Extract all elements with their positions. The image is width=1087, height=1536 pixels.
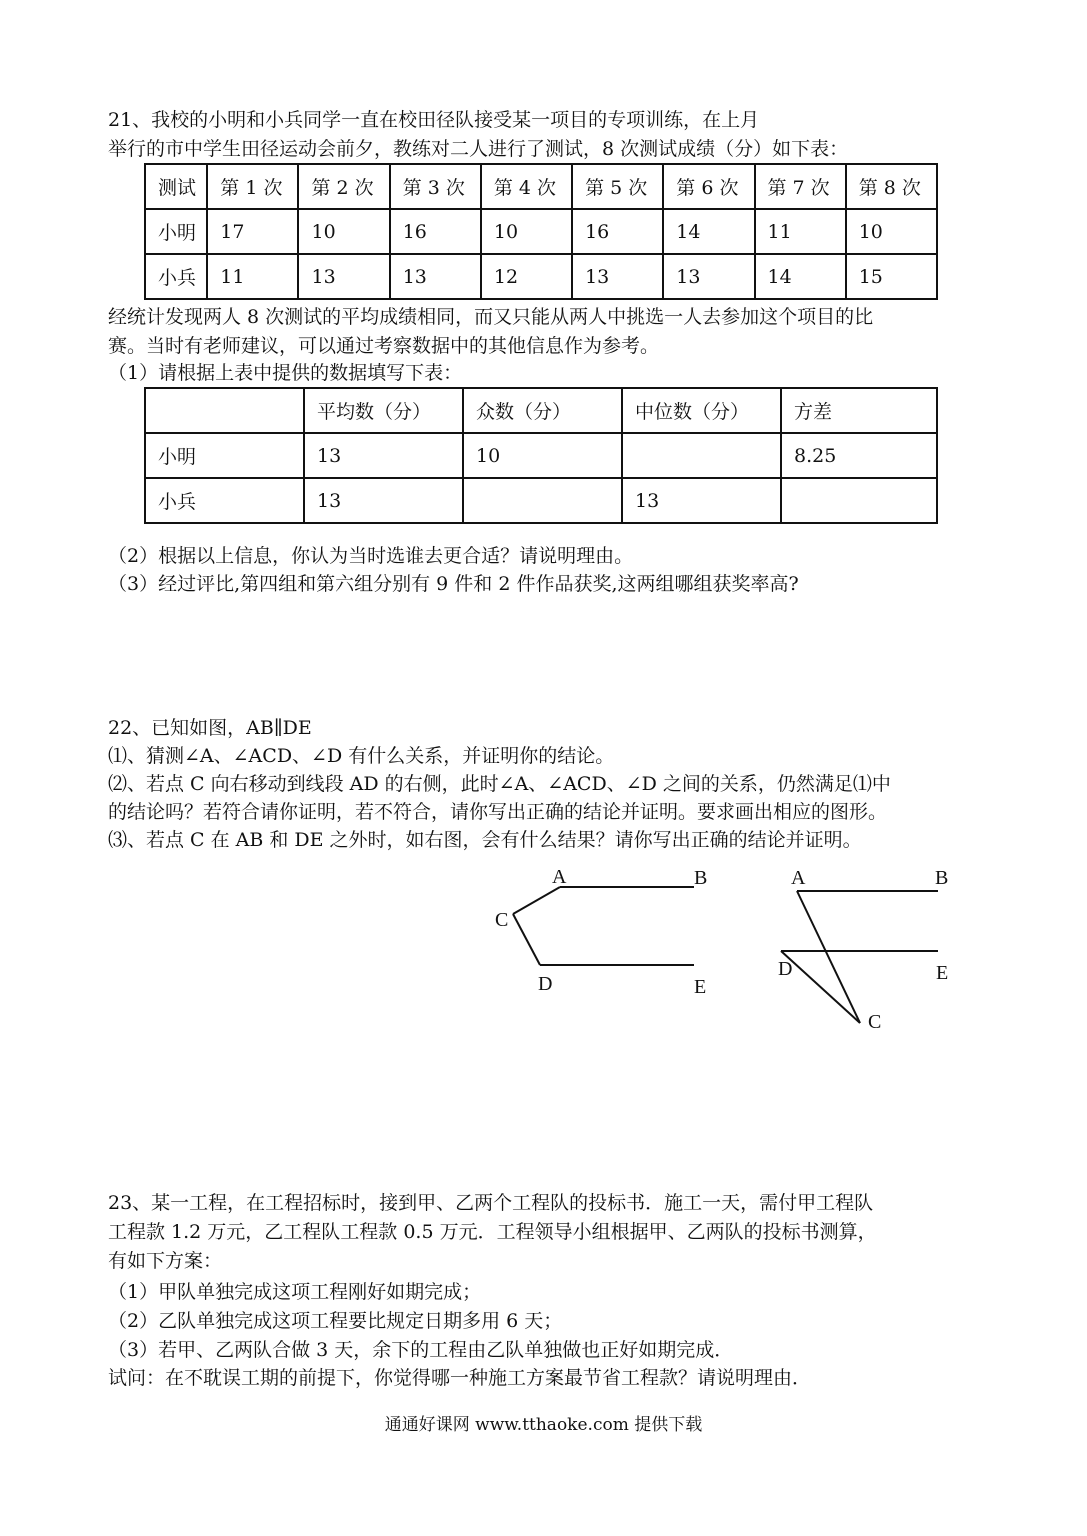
fig1-label-a: A [552,866,567,888]
fig1-label-c: C [495,909,509,931]
line-cd [513,914,540,965]
table-cell: 13 [298,254,389,299]
table-header-cell: 第 2 次 [298,164,389,209]
q22-line1: 22、已知如图，AB∥DE [108,717,312,739]
table-cell: 15 [846,254,937,299]
table-cell: 17 [207,209,298,254]
table-cell: 13 [622,478,781,523]
q21-part3: （3）经过评比,第四组和第六组分别有 9 件和 2 件作品获奖,这两组哪组获奖率高? [108,573,799,595]
q23-line2: 工程款 1.2 万元，乙工程队工程款 0.5 万元．工程领导小组根据甲、乙两队的投标书测算， [108,1221,877,1243]
table-header-cell: 方差 [781,388,937,433]
table-cell: 14 [755,254,846,299]
table-cell: 12 [481,254,572,299]
table-header-cell: 众数（分） [463,388,622,433]
table-cell: 13 [390,254,481,299]
fig2-label-a: A [791,867,806,889]
q21-part2: （2）根据以上信息，你认为当时选谁去更合适？请说明理由。 [108,545,634,567]
fig2-label-c: C [868,1011,882,1033]
table-cell: 10 [463,433,622,478]
table-header-cell: 第 3 次 [390,164,481,209]
q22-line3: ⑵、若点 C 向右移动到线段 AD 的右侧，此时∠A、∠ACD、∠D 之间的关系，仍然满足⑴中 [108,773,891,795]
line-ca [513,887,560,914]
table-cell: 10 [298,209,389,254]
table-cell: 8.25 [781,433,937,478]
q22-line5: ⑶、若点 C 在 AB 和 DE 之外时，如右图，会有什么结果？请你写出正确的结论并证明。 [108,829,862,851]
q21-line3: 经统计发现两人 8 次测试的平均成绩相同，而又只能从两人中挑选一人去参加这个项目的比 [108,306,874,328]
table-cell: 小兵 [145,254,207,299]
table-header-cell: 平均数（分） [304,388,463,433]
line-dc [781,951,860,1023]
table-cell: 14 [663,209,754,254]
table-cell: 13 [663,254,754,299]
table-header-cell: 第 6 次 [663,164,754,209]
line-ac [797,891,860,1023]
table-cell: 13 [304,433,463,478]
fig2-label-d: D [778,958,793,980]
table-cell: 13 [572,254,663,299]
table-header-cell: 测试 [145,164,207,209]
table-cell: 11 [755,209,846,254]
q23-question: 试问：在不耽误工期的前提下，你觉得哪一种施工方案最节省工程款？请说明理由． [108,1367,812,1389]
figure-1 [513,887,694,965]
q21-part1: （1）请根据上表中提供的数据填写下表： [108,362,463,384]
table-cell: 小兵 [145,478,304,523]
table-cell: 10 [846,209,937,254]
fig1-label-d: D [538,973,553,995]
table-header-cell: 第 4 次 [481,164,572,209]
q21-line1: 21、我校的小明和小兵同学一直在校田径队接受某一项目的专项训练，在上月 [108,109,760,131]
fig1-label-e: E [694,976,707,998]
q22-line2: ⑴、猜测∠A、∠ACD、∠D 有什么关系，并证明你的结论。 [108,745,615,767]
table-header-cell: 中位数（分） [622,388,781,433]
table-cell: 小明 [145,433,304,478]
table-cell: 11 [207,254,298,299]
q23-line3: 有如下方案： [108,1250,223,1272]
q23-option-1: （1）甲队单独完成这项工程刚好如期完成； [108,1281,482,1303]
table-header-cell: 第 5 次 [572,164,663,209]
table-cell: 10 [481,209,572,254]
fig1-label-b: B [694,867,708,889]
q21-line4: 赛。当时有老师建议，可以通过考察数据中的其他信息作为参考。 [108,335,660,357]
table-cell: 16 [390,209,481,254]
table-header-cell: 第 1 次 [207,164,298,209]
q22-line4: 的结论吗？若符合请你证明，若不符合，请你写出正确的结论并证明。要求画出相应的图形。 [108,801,888,823]
table-cell: 小明 [145,209,207,254]
table-header-cell: 第 8 次 [846,164,937,209]
fig2-label-b: B [935,867,949,889]
table-header-cell: 第 7 次 [755,164,846,209]
q23-option-2: （2）乙队单独完成这项工程要比规定日期多用 6 天； [108,1310,563,1332]
table-cell: 16 [572,209,663,254]
footer: 通通好课网 www.tthaoke.com 提供下载 [384,1415,703,1435]
q21-line2: 举行的市中学生田径运动会前夕，教练对二人进行了测试，8 次测试成绩（分）如下表： [108,138,849,160]
q23-option-3: （3）若甲、乙两队合做 3 天，余下的工程由乙队单独做也正好如期完成． [108,1339,734,1361]
figure-2 [781,891,938,1023]
table-cell: 13 [304,478,463,523]
q23-line1: 23、某一工程，在工程招标时，接到甲、乙两个工程队的投标书．施工一天，需付甲工程队 [108,1192,874,1214]
fig2-label-e: E [936,962,949,984]
